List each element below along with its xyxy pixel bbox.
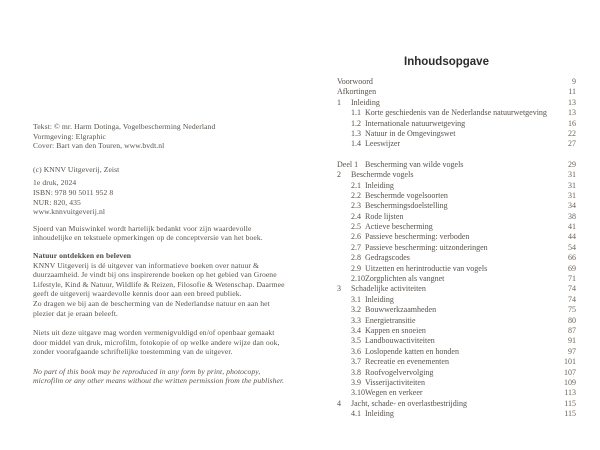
imprint-edition: 1e druk, 2024 xyxy=(33,178,77,188)
toc-entry xyxy=(337,129,576,139)
toc-entry-label: Inleiding xyxy=(365,294,394,304)
toc-entry-label: Rode lijsten xyxy=(365,211,404,221)
toc-entry-number: 3.1 xyxy=(351,294,361,304)
toc-entry-label: Internationale natuurwetgeving xyxy=(365,118,466,128)
imprint-nur: NUR: 820, 435 xyxy=(33,197,81,207)
toc-entry-label: Landbouwactiviteiten xyxy=(365,336,435,346)
toc-entry-number: 2.3 xyxy=(351,201,361,211)
toc-entry-page-number: 54 xyxy=(568,242,576,252)
toc-entry-page-number: 9 xyxy=(572,77,576,86)
toc-entry-label: Afkortingen xyxy=(337,87,377,97)
toc-entry-number: Deel 1 xyxy=(337,159,359,169)
toc-list xyxy=(337,77,576,420)
toc-entry-page-number: 44 xyxy=(568,232,576,242)
toc-entry-page-number: 87 xyxy=(568,325,576,335)
toc-entry-page-number: 107 xyxy=(564,367,576,377)
toc-entry-page-number: 115 xyxy=(564,409,576,419)
toc-entry-number: 2.6 xyxy=(351,232,361,242)
toc-entry-number: 4 xyxy=(337,398,341,408)
toc-entry-number: 3.2 xyxy=(351,305,361,315)
toc-entry-page-number: 22 xyxy=(568,128,576,138)
toc-entry xyxy=(337,243,576,253)
toc-entry-page-number: 31 xyxy=(568,180,576,190)
toc-entry-number: 2.7 xyxy=(351,242,361,252)
imprint-website: www.knnvuitgeverij.nl xyxy=(33,207,106,217)
toc-entry-label: Uitzetten en herintroductie van vogels xyxy=(365,263,488,273)
toc-entry-page-number: 71 xyxy=(568,274,576,284)
copyright-notice-english: No part of this book may be reproduced in any form by print, photocopy, microfilm or any other means without the written permission from the publisher. xyxy=(33,366,285,386)
toc-entry-label: Inleiding xyxy=(365,180,394,190)
credit-vormgeving: Vormgeving: Elgraphic xyxy=(33,131,107,141)
toc-entry-label: Recreatie en evenementen xyxy=(365,357,449,367)
acknowledgement-text: Sjoerd van Muiswinkel wordt hartelijk bedankt voor zijn waardevolle inhoudelijke en tekstuele opmerkingen op de conceptversie van het boek. xyxy=(33,223,263,243)
toc-entry-label: Loslopende katten en honden xyxy=(365,346,459,356)
toc-entry-page-number: 31 xyxy=(568,190,576,200)
toc-entry-number: 1.2 xyxy=(351,118,361,128)
toc-entry-number: 1.3 xyxy=(351,128,361,138)
toc-entry-label: Jacht, schade- en overlastbestrijding xyxy=(351,398,467,408)
toc-entry xyxy=(337,357,576,367)
toc-entry-page-number: 38 xyxy=(568,211,576,221)
toc-entry-page-number: 97 xyxy=(568,346,576,356)
toc-entry-page-number: 27 xyxy=(568,139,576,149)
credit-cover: Cover: Bart van den Touren, www.bvdt.nl xyxy=(33,141,165,151)
toc-spacer xyxy=(337,150,576,160)
copyright-notice-dutch: Niets uit deze uitgave mag worden vermenigvuldigd en/of openbaar gemaakt door middel van druk, microfilm, fotokopie of op welke andere wijze dan ook, zonder voorafgaande schriftelijke toestemming van de uitgever. xyxy=(33,328,280,357)
toc-entry-label: Beschermingsdoelstelling xyxy=(365,201,448,211)
toc-entry-number: 3.4 xyxy=(351,325,361,335)
toc-entry-page-number: 74 xyxy=(568,294,576,304)
nature-section-heading: Natuur ontdekken en beleven xyxy=(33,250,132,260)
toc-entry xyxy=(337,305,576,315)
toc-entry-page-number: 115 xyxy=(564,398,576,408)
toc-entry-label: Passieve bescherming: verboden xyxy=(365,232,470,242)
toc-entry xyxy=(337,264,576,274)
toc-entry xyxy=(337,274,576,284)
toc-entry xyxy=(337,139,576,149)
toc-entry-label: Bouwwerkzaamheden xyxy=(365,305,437,315)
toc-entry-label: Passieve bescherming: uitzonderingen xyxy=(365,242,488,252)
toc-entry-number: 2.2 xyxy=(351,190,361,200)
toc-entry-number: 3.5 xyxy=(351,336,361,346)
toc-entry-number: 3.9 xyxy=(351,377,361,387)
toc-entry-number: 2.8 xyxy=(351,253,361,263)
toc-entry-page-number: 13 xyxy=(568,97,576,107)
toc-entry-page-number: 109 xyxy=(564,377,576,387)
toc-entry xyxy=(337,108,576,118)
toc-entry xyxy=(337,77,576,87)
toc-entry xyxy=(337,181,576,191)
toc-entry-label: Voorwoord xyxy=(337,77,373,86)
toc-entry-number: 3.7 xyxy=(351,357,361,367)
toc-entry xyxy=(337,160,576,170)
toc-entry xyxy=(337,409,576,419)
toc-entry xyxy=(337,347,576,357)
credits-block xyxy=(33,122,285,151)
toc-entry-label: Schadelijke activiteiten xyxy=(351,284,426,294)
toc-entry-number: 4.1 xyxy=(351,409,361,419)
toc-entry-page-number: 113 xyxy=(564,388,576,398)
toc-entry xyxy=(337,368,576,378)
toc-entry xyxy=(337,232,576,242)
toc-entry xyxy=(337,326,576,336)
toc-entry xyxy=(337,284,576,294)
toc-entry-page-number: 13 xyxy=(568,108,576,118)
toc-entry-page-number: 66 xyxy=(568,253,576,263)
toc-entry xyxy=(337,201,576,211)
toc-entry-number: 3 xyxy=(337,284,341,294)
toc-entry-page-number: 69 xyxy=(568,263,576,273)
toc-entry-label: Inleiding xyxy=(351,97,380,107)
toc-entry-number: 3.6 xyxy=(351,346,361,356)
toc-entry-page-number: 41 xyxy=(568,222,576,232)
toc-entry-page-number: 74 xyxy=(568,284,576,294)
toc-entry-label: Actieve bescherming xyxy=(365,222,433,232)
page-title: Inhoudsopgave xyxy=(404,56,489,68)
toc-entry-label: Kappen en snoeien xyxy=(365,325,426,335)
imprint-publisher: (c) KNNV Uitgeverij, Zeist xyxy=(33,164,120,174)
toc-entry-page-number: 34 xyxy=(568,201,576,211)
toc-entry-page-number: 29 xyxy=(568,159,576,169)
toc-entry-number: 3.10 xyxy=(351,388,365,398)
toc-entry-label: Gedragscodes xyxy=(365,253,410,263)
toc-entry-number: 3.8 xyxy=(351,367,361,377)
toc-entry-label: Energietransitie xyxy=(365,315,416,325)
toc-entry-page-number: 101 xyxy=(564,357,576,367)
toc-entry-page-number: 31 xyxy=(568,170,576,180)
toc-entry xyxy=(337,388,576,398)
toc-entry-label: Beschermde vogelsoorten xyxy=(365,190,448,200)
toc-entry-label: Visserijactiviteiten xyxy=(365,377,425,387)
toc-entry-number: 2.10 xyxy=(351,274,365,284)
toc-entry-page-number: 80 xyxy=(568,315,576,325)
toc-entry-number: 2.4 xyxy=(351,211,361,221)
toc-entry xyxy=(337,170,576,180)
toc-entry xyxy=(337,98,576,108)
nature-section-body2: Zo dragen we bij aan de bescherming van de Nederlandse natuur en aan het plezier dat je eraan beleeft. xyxy=(33,298,270,318)
toc-entry xyxy=(337,119,576,129)
toc-entry-number: 2.5 xyxy=(351,222,361,232)
toc-entry xyxy=(337,212,576,222)
toc-entry xyxy=(337,87,576,97)
toc-entry-number: 1.4 xyxy=(351,139,361,149)
toc-entry-label: Wegen en verkeer xyxy=(365,388,423,398)
imprint-isbn: ISBN: 978 90 5011 952 8 xyxy=(33,187,114,197)
toc-entry xyxy=(337,295,576,305)
toc-entry-page-number: 91 xyxy=(568,336,576,346)
toc-entry xyxy=(337,191,576,201)
toc-entry-label: Natuur in de Omgevingswet xyxy=(365,128,456,138)
toc-entry-number: 3.3 xyxy=(351,315,361,325)
toc-entry-number: 2 xyxy=(337,170,341,180)
toc-entry-label: Zorgplichten als vangnet xyxy=(365,274,445,284)
toc-page xyxy=(337,55,576,420)
toc-entry-label: Inleiding xyxy=(365,409,394,419)
toc-entry-number: 1 xyxy=(337,97,341,107)
toc-entry-label: Bescherming van wilde vogels xyxy=(365,159,464,169)
toc-entry xyxy=(337,399,576,409)
toc-entry xyxy=(337,316,576,326)
toc-entry-page-number: 75 xyxy=(568,305,576,315)
toc-entry-number: 2.9 xyxy=(351,263,361,273)
toc-entry xyxy=(337,222,576,232)
toc-entry xyxy=(337,378,576,388)
toc-entry-label: Korte geschiedenis van de Nederlandse natuurwetgeving xyxy=(365,108,547,118)
credit-tekst: Tekst: © mr. Harm Dotinga, Vogelbescherming Nederland xyxy=(33,122,216,131)
toc-entry-label: Leeswijzer xyxy=(365,139,401,149)
imprint-block xyxy=(33,165,285,217)
toc-entry xyxy=(337,253,576,263)
toc-entry-page-number: 16 xyxy=(568,118,576,128)
toc-entry-number: 1.1 xyxy=(351,108,361,118)
nature-section-body: KNNV Uitgeverij is dé uitgever van informatieve boeken over natuur & duurzaamheid. Je vindt bij ons inspirerende boeken op het gebied van Groene Lifestyle, Kind & Natuur, Wildlife & Reizen, Filosofie & Wetenschap. Daarmee geeft de uitgeverij waardevolle kennis door aan een breed publiek. xyxy=(33,260,285,299)
toc-entry xyxy=(337,336,576,346)
toc-entry-label: Roofvogelvervolging xyxy=(365,367,434,377)
toc-entry-label: Beschermde vogels xyxy=(351,170,414,180)
toc-entry-number: 2.1 xyxy=(351,180,361,190)
toc-entry-page-number: 11 xyxy=(568,87,576,97)
colophon-page xyxy=(33,122,285,386)
